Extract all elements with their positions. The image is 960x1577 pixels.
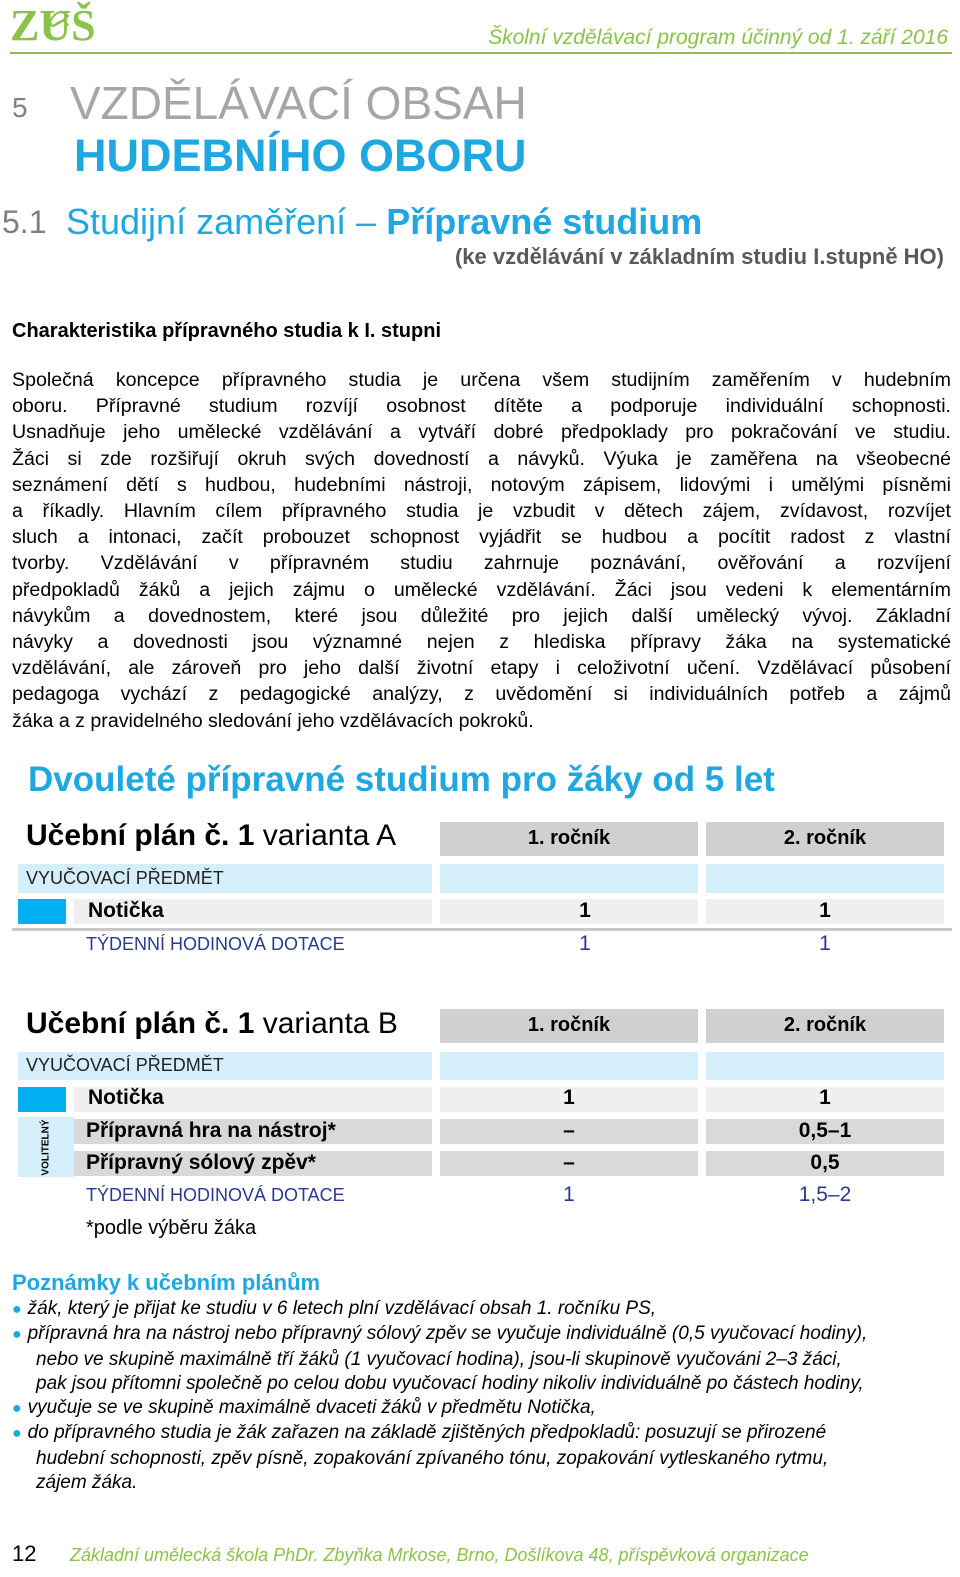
notes-heading: Poznámky k učebním plánům	[12, 1270, 321, 1295]
paragraph-line: tvorby. Vzdělávání v přípravném studiu zahrnuje poznávání, ověřování a rozvíjení	[12, 552, 951, 575]
paragraph-line: návyky a dovednosti jsou významné nejen z hlediska přípravy žáka na systematické	[12, 631, 951, 654]
paragraph-line: žáka a z pravidelného sledování jeho vzdělávacích pokroků.	[12, 709, 534, 732]
plan-b-subject-marker	[18, 1087, 66, 1112]
plan-b-grade1-blank	[440, 1052, 698, 1080]
note-line: nebo ve skupině maximálně tří žáků (1 vyučovací hodina), jsou-li skupinově vyučováni 2–3 žáci,	[36, 1348, 842, 1370]
notes-list	[12, 1297, 952, 1495]
plan-a-noticka-g1: 1	[579, 899, 591, 922]
characteristics-heading: Charakteristika přípravného studia k I. stupni	[12, 320, 442, 342]
plan-b-total-g2: 1,5–2	[798, 1183, 852, 1206]
paragraph-line: pedagoga vychází z pedagogické analýzy, z uvědomění si individuálních potřeb a zájmů	[12, 683, 951, 706]
paragraph-line: vzdělávání, ale zároveň pro jeho další životní etapy i celoživotní učení. Vzdělávací působení	[12, 657, 951, 680]
bullet-icon: ●	[12, 1400, 22, 1418]
note-item	[12, 1396, 952, 1421]
paragraph-line: návykům a dovednostem, které jsou důležité pro jejich další umělecký vývoj. Základní	[12, 604, 951, 627]
school-logo	[10, 2, 105, 46]
header-divider	[10, 52, 952, 54]
plan-b-singing-g1: –	[563, 1151, 575, 1174]
note-line: žák, který je přijat ke studiu v 6 letech plní vzdělávací obsah 1. ročníku PS,	[27, 1298, 657, 1319]
plan-a-title	[26, 819, 396, 853]
plan-b-grade2-blank	[706, 1052, 944, 1080]
chapter-title-line2: HUDEBNÍHO OBORU	[74, 130, 527, 181]
plan-a-subject-header: VYUČOVACÍ PŘEDMĚT	[26, 868, 224, 888]
plan-b-instrument-g2: 0,5–1	[798, 1119, 852, 1142]
logo-text: ZUŠ	[10, 2, 96, 46]
plan-a-total-label: TÝDENNÍ HODINOVÁ DOTACE	[86, 934, 345, 954]
section-title	[66, 201, 702, 243]
plan-b-total-label: TÝDENNÍ HODINOVÁ DOTACE	[86, 1185, 345, 1205]
paragraph-line: Společná koncepce přípravného studia je určena všem studijním zaměřením v hudebním	[12, 369, 951, 391]
plan-b-subject-singing: Přípravný sólový zpěv*	[86, 1151, 316, 1174]
note-line: do přípravného studia je žák zařazen na základě zjištěných předpokladů: posuzují se přirozené	[27, 1422, 827, 1444]
section-title-bold: Přípravné studium	[386, 201, 703, 242]
plan-a-noticka-g2: 1	[819, 899, 831, 922]
two-year-heading: Dvouleté přípravné studium pro žáky od 5 let	[28, 760, 775, 799]
plan-b-grade2-header: 2. ročník	[706, 1009, 944, 1043]
paragraph-line: oboru. Přípravné studium rozvíjí osobnost dítěte a podporuje individuální schopnosti.	[12, 395, 951, 418]
paragraph-line: předpokladů žáků a jejich zájmu o umělecké vzdělávání. Žáci jsou vedeni k elementárním	[12, 578, 951, 601]
plan-b-optional-label: VOLITELNÝ	[40, 1118, 52, 1176]
plan-b-subject-instrument: Přípravná hra na nástroj*	[86, 1119, 336, 1142]
plan-a-divider	[12, 928, 952, 931]
note-item	[12, 1322, 952, 1347]
plan-b-instrument-g1: –	[563, 1119, 575, 1142]
plan-a-grade1-blank	[440, 864, 698, 893]
note-item	[12, 1421, 952, 1446]
section-title-prefix: Studijní zaměření –	[66, 201, 377, 242]
plan-a-subject-marker	[18, 899, 66, 924]
plan-a-title-bold: Učební plán č. 1	[26, 819, 255, 852]
bullet-icon: ●	[12, 1301, 22, 1318]
note-line: hudební schopnosti, zpěv písně, zopakování zpívaného tónu, zopakování vytleskaného rytmu,	[36, 1447, 829, 1469]
plan-b-grade1-header: 1. ročník	[440, 1009, 698, 1043]
plan-b-singing-g2: 0,5	[810, 1151, 840, 1174]
plan-b-total-g1: 1	[563, 1183, 575, 1206]
paragraph-line: a říkadly. Hlavním cílem přípravného studia je vzbudit v dětech zájem, zvídavost, rozvíjet	[12, 500, 951, 523]
paragraph-line: seznámení dětí s hudbou, hudebními nástroji, notovým zápisem, lidovými i umělými písněmi	[12, 473, 951, 496]
plan-b-noticka-g2: 1	[819, 1086, 831, 1109]
chapter-title-line1: VZDĚLÁVACÍ OBSAH	[70, 77, 527, 129]
chapter-number: 5	[12, 92, 28, 123]
plan-b-footnote: *podle výběru žáka	[86, 1217, 257, 1239]
plan-a-grade1-header: 1. ročník	[440, 822, 698, 856]
plan-a-grade2-header: 2. ročník	[706, 822, 944, 856]
plan-b-optional-label-box	[18, 1117, 74, 1177]
plan-b-subject-noticka: Notička	[88, 1086, 164, 1109]
paragraph-line: Žáci si zde rozšiřují okruh svých dovedností a návyků. Výuka je zaměřena na všeobecné	[12, 447, 951, 470]
paragraph-line: sluch a intonaci, začít probouzet schopnost vyjádřit se hudbou a pocítit radost z vlastní	[12, 526, 951, 549]
characteristics-paragraph	[12, 367, 951, 734]
note-item	[12, 1297, 952, 1322]
plan-b-title-rest: varianta B	[262, 1007, 398, 1040]
page-number: 12	[12, 1541, 37, 1566]
note-line: vyučuje se ve skupině maximálně dvaceti žáků v předmětu Notička,	[27, 1397, 596, 1419]
note-line: přípravná hra na nástroj nebo přípravný sólový zpěv se vyučuje individuálně (0,5 vyučovací hodiny),	[27, 1323, 868, 1345]
note-line: zájem žáka.	[36, 1472, 138, 1494]
plan-b-title-bold: Učební plán č. 1	[26, 1007, 255, 1040]
plan-b-title	[26, 1007, 398, 1041]
header-subtitle: Školní vzdělávací program účinný od 1. září 2016	[488, 26, 948, 49]
plan-a-total-g2: 1	[819, 932, 831, 955]
plan-a-title-rest: varianta A	[262, 819, 397, 852]
paragraph-line: Usnadňuje jeho umělecké vzdělávání a vytváří dobré předpoklady pro pokračování ve studiu.	[12, 421, 951, 444]
footer-text: Základní umělecká škola PhDr. Zbyňka Mrkose, Brno, Došlíkova 48, příspěvková organizace	[70, 1545, 809, 1565]
plan-a-subject-noticka: Notička	[88, 899, 164, 922]
bullet-icon: ●	[12, 1425, 22, 1443]
section-subtitle: (ke vzdělávání v základním studiu I.stupně HO)	[454, 244, 944, 269]
plan-b-noticka-g1: 1	[563, 1086, 575, 1109]
note-line: pak jsou přítomni společně po celou dobu vyučovací hodiny nikoliv individuálně po částech hodiny,	[36, 1372, 864, 1394]
plan-b-subject-header: VYUČOVACÍ PŘEDMĚT	[26, 1055, 224, 1075]
plan-a-total-g1: 1	[579, 932, 591, 955]
section-number: 5.1	[2, 204, 47, 240]
bullet-icon: ●	[12, 1326, 22, 1344]
plan-a-grade2-blank	[706, 864, 944, 893]
zus-logo-icon	[10, 2, 105, 46]
